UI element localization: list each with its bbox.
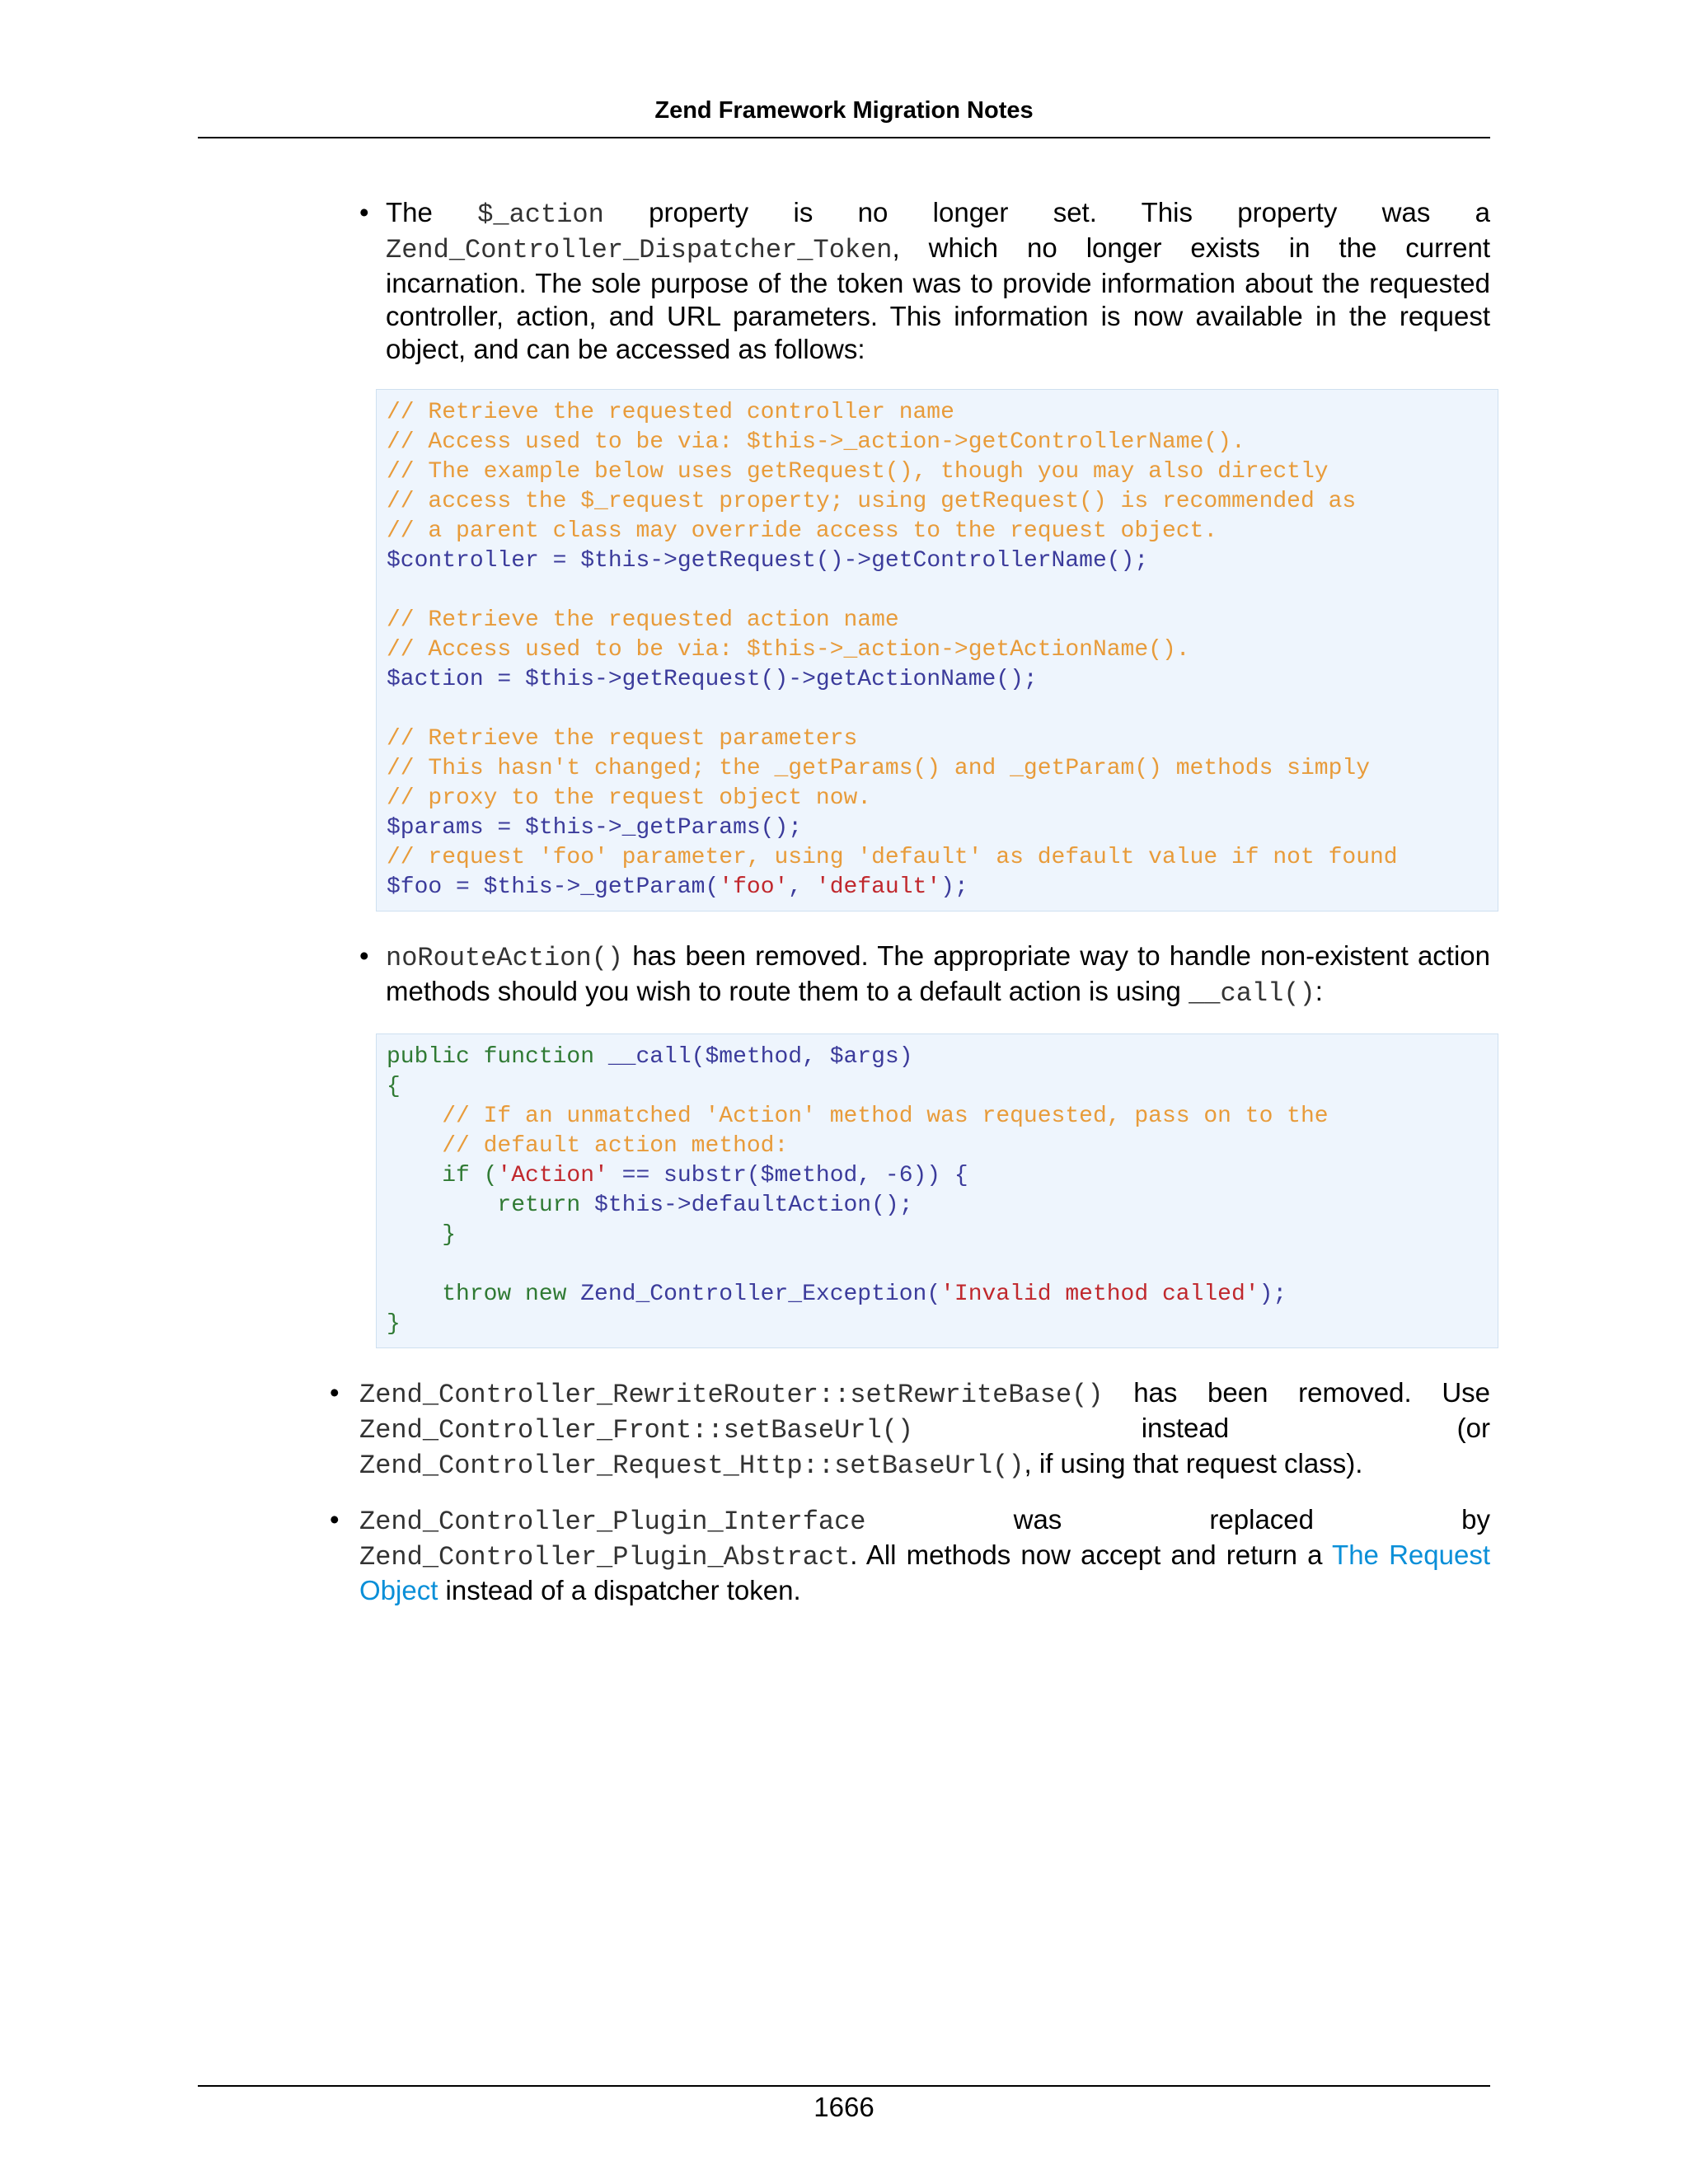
request-object-link-cont[interactable]: Object: [359, 1575, 438, 1605]
list-item-rewrite-base: [359, 1376, 1490, 1483]
paragraph-line: Zend_Controller_Plugin_Abstract. All methods now accept and return a The Request: [359, 1540, 1490, 1572]
paragraph-line: Zend_Controller_Plugin_Interface was replaced by: [359, 1504, 1490, 1537]
paragraph-line: incarnation. The sole purpose of the token was to provide information about the requested: [386, 268, 1490, 298]
list-item-action-property: [386, 196, 1490, 366]
inline-code: Zend_Controller_Plugin_Abstract: [359, 1542, 851, 1572]
request-object-link[interactable]: The Request: [1332, 1540, 1490, 1570]
bullet-marker: •: [359, 940, 369, 971]
list-item-plugin-interface: [359, 1503, 1490, 1607]
inline-code: Zend_Controller_Dispatcher_Token: [386, 235, 893, 265]
inline-code: __call(): [1189, 978, 1315, 1009]
bullet-marker: •: [330, 1377, 340, 1408]
page-header-title: Zend Framework Migration Notes: [654, 97, 1034, 124]
inline-code: Zend_Controller_Request_Http::setBaseUrl(): [359, 1451, 1025, 1481]
paragraph-line: Object instead of a dispatcher token.: [359, 1575, 801, 1605]
inline-code: $_action: [477, 199, 604, 230]
paragraph-line: controller, action, and URL parameters. This information is now available in the request: [386, 301, 1490, 331]
paragraph-line: Zend_Controller_Front::setBaseUrl() instead (or: [359, 1413, 1490, 1446]
paragraph-line: Zend_Controller_Request_Http::setBaseUrl(), if using that request class).: [359, 1448, 1363, 1481]
paragraph-line: noRouteAction() has been removed. The appropriate way to handle non-existent action: [386, 940, 1490, 973]
paragraph-line: Zend_Controller_Dispatcher_Token, which no longer exists in the current: [386, 232, 1490, 265]
paragraph-line: object, and can be accessed as follows:: [386, 334, 865, 364]
header-rule: [198, 137, 1490, 138]
bullet-marker: •: [359, 197, 369, 227]
list-item-noroute-action: [386, 940, 1490, 1010]
inline-code: noRouteAction(): [386, 943, 624, 973]
inline-code: Zend_Controller_Plugin_Interface: [359, 1507, 866, 1537]
page-number: 1666: [814, 2092, 874, 2122]
inline-code: Zend_Controller_Front::setBaseUrl(): [359, 1415, 914, 1446]
bullet-marker: •: [330, 1504, 340, 1535]
code-block-call-method: public function __call($method, $args) { // If an unmatched 'Action' method was requested, pass on to the // default action method: if ('Action' == substr($method, -6)) { return $this->defaultAction(); } throw new Zend_Controller_Exception('Invalid method called'); }: [376, 1033, 1498, 1348]
code-block-request-access: // Retrieve the requested controller name // Access used to be via: $this->_action->getControllerName(). // The example below uses getRequest(), though you may also directly // access the $_request property; using getRequest() is recommended as // a parent class may override access to the request object. $controller = $this->getRequest()->getControllerName(); // Retrieve the requested action name // Access used to be via: $this->_action->getActionName(). $action = $this->getRequest()->getActionName(); // Retrieve the request parameters // This hasn't changed; the _getParams() and _getParam() methods simply // proxy to the request object now. $params = $this->_getParams(); // request 'foo' parameter, using 'default' as default value if not found $foo = $this->_getParam('foo', 'default');: [376, 389, 1498, 912]
inline-code: Zend_Controller_RewriteRouter::setRewriteBase(): [359, 1380, 1104, 1410]
footer-rule: [198, 2085, 1490, 2087]
paragraph-line: Zend_Controller_RewriteRouter::setRewriteBase() has been removed. Use: [359, 1377, 1490, 1410]
paragraph-line: methods should you wish to route them to a default action is using __call():: [386, 976, 1323, 1009]
paragraph-line: The $_action property is no longer set. This property was a: [386, 197, 1490, 230]
